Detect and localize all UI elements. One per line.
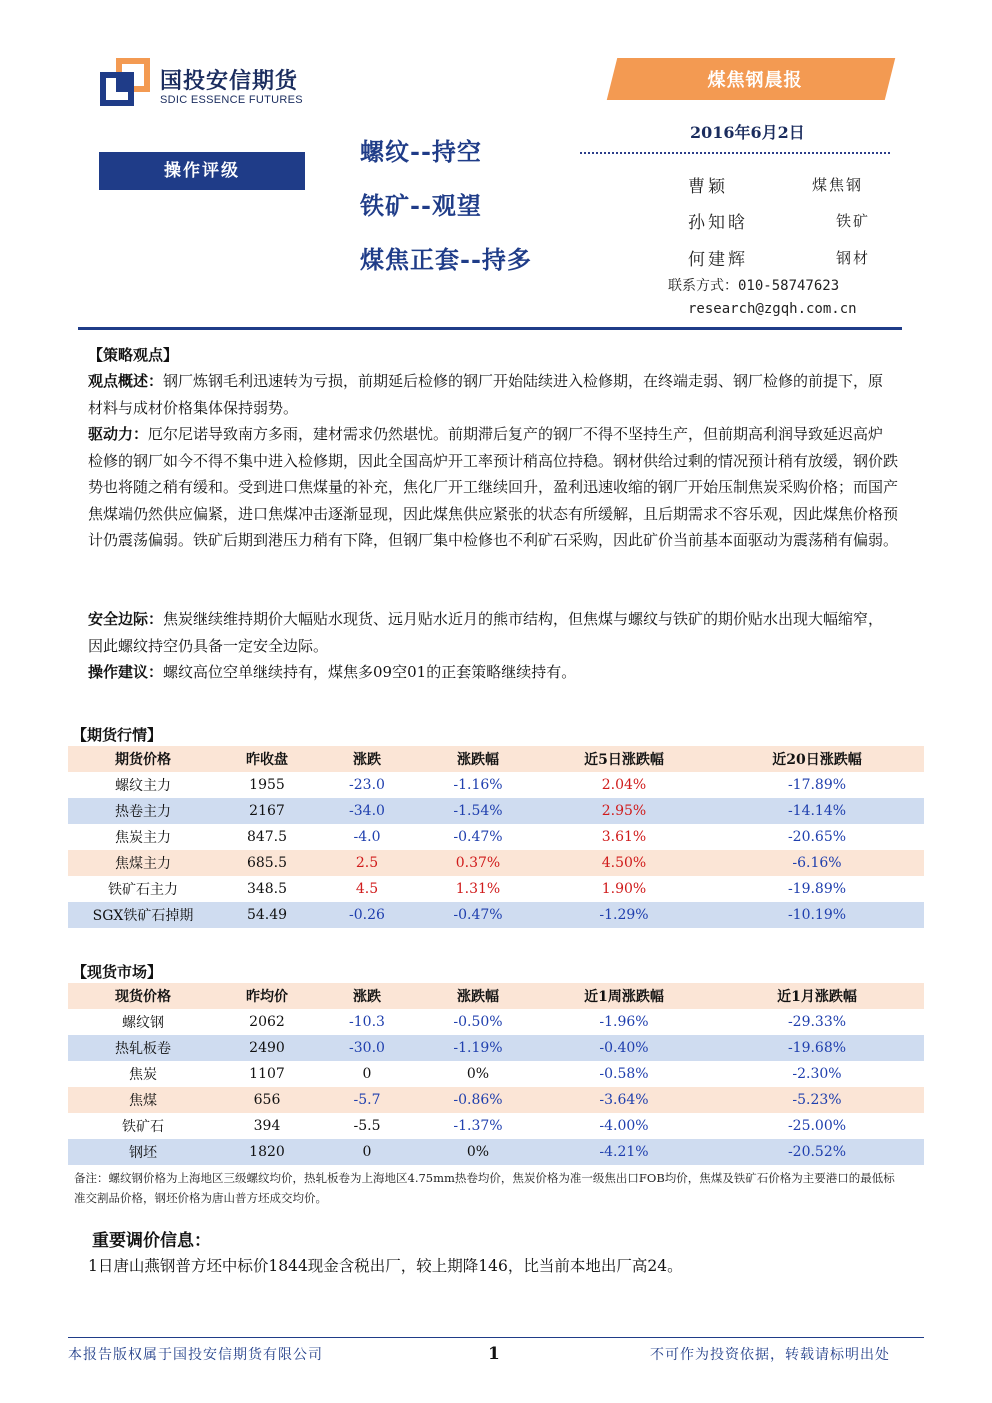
advice-label: 操作建议： [88,663,164,681]
column-header: 涨跌 [353,989,381,1005]
divider [580,152,890,154]
column-header: 现货价格 [115,989,171,1005]
cell-week: -4.21% [599,1144,649,1160]
row-name: 焦炭 [129,1067,157,1083]
row-name: 热卷主力 [115,804,171,820]
advice-paragraph [88,659,898,686]
overview-paragraph [88,368,898,421]
row-name: 焦煤主力 [115,856,171,872]
rating-label: 操作评级 [99,152,305,190]
row-name: 螺纹钢 [122,1015,164,1031]
cell-change: 0 [362,1144,372,1160]
cell-pct: -0.47% [453,907,503,923]
table-header [68,746,924,772]
driver-paragraph [88,421,898,554]
cell-5d: 2.04% [601,777,647,793]
cell-close: 1955 [249,777,285,793]
column-header: 近1月涨跌幅 [777,989,857,1005]
row-name: 热轧板卷 [115,1041,171,1057]
cell-month: -29.33% [787,1014,847,1030]
cell-20d: -14.14% [787,803,847,819]
cell-week: -4.00% [599,1118,649,1134]
column-header: 昨均价 [246,989,288,1005]
cell-close: 2062 [249,1014,285,1030]
cell-change: -23.0 [349,777,385,793]
cell-pct: -0.86% [453,1092,503,1108]
cell-change: 2.5 [355,855,379,871]
page-number: 1 [488,1344,500,1364]
price-info-title: 重要调价信息： [92,1231,211,1251]
driver-text: 厄尔尼诺导致南方多雨，建材需求仍然堪忧。前期滞后复产的钢厂不得不坚持生产，但前期高利润导致延迟高炉检修的钢厂如今不得不集中进入检修期，因此全国高炉开工率预计稍高位持稳。钢材供给过剩的情况预计稍有放缓，钢价跌势也将随之稍有缓和。受到进口焦煤量的补充，焦化厂开工继续回升，盈利迅速收缩的钢厂开始压制焦炭采购价格；而国产焦煤端仍然供应偏紧，进口焦煤冲击逐渐显现，因此煤焦供应紧张的状态有所缓解，且后期需求不容乐观，因此煤焦价格预计仍震荡偏弱。铁矿后期到港压力稍有下降，但钢厂集中检修也不利矿石采购，因此矿价当前基本面驱动为震荡稍有偏弱。 [88,425,899,549]
cell-month: -20.52% [787,1144,847,1160]
advice-text: 螺纹高位空单继续持有，煤焦多09空01的正套策略继续持有。 [163,663,577,681]
spot-title: 【现货市场】 [72,963,163,981]
cell-pct: 0.37% [455,855,501,871]
cell-week: -1.96% [599,1014,649,1030]
brand-name: 国投安信期货 [160,69,299,94]
cell-20d: -6.16% [792,855,842,871]
cell-change: 4.5 [355,881,379,897]
overview-text: 钢厂炼钢毛利迅速转为亏损，前期延后检修的钢厂开始陆续进入检修期，在终端走弱、钢厂检修的前提下，原材料与成材价格集体保持弱势。 [88,372,884,417]
contact-phone: 联系方式：010-58747623 [668,278,840,294]
cell-5d: -1.29% [599,907,649,923]
row-name: 钢坯 [129,1145,157,1161]
report-title: 煤焦钢晨报 [707,70,803,91]
table-row [68,1113,924,1139]
row-name: 焦炭主力 [115,830,171,846]
author-field: 钢材 [836,249,871,267]
rating-line: 铁矿--观望 [360,191,482,220]
table-note: 备注：螺纹钢价格为上海地区三级螺纹均价，热轧板卷为上海地区4.75mm热卷均价，焦炭价格为准一级焦出口FOB均价，焦煤及铁矿石价格为主要港口的最低标准交割品价格，钢坯价格为唐山普方坯成交均价。 [74,1171,895,1205]
table-row [68,902,924,928]
cell-month: -2.30% [792,1066,842,1082]
cell-week: -0.58% [599,1066,649,1082]
cell-change: -5.7 [353,1092,381,1108]
cell-pct: -0.50% [453,1014,503,1030]
cell-5d: 1.90% [601,881,647,897]
row-name: SGX铁矿石掉期 [92,908,194,924]
cell-20d: -20.65% [787,829,847,845]
cell-change: -0.26 [349,907,385,923]
rating-line: 煤焦正套--持多 [360,245,532,274]
header-rule [78,327,902,330]
column-header: 涨跌 [353,752,381,768]
cell-close: 2167 [249,803,285,819]
cell-close: 1820 [249,1144,285,1160]
report-date: 2016年6月2日 [690,123,805,142]
table-row [68,1009,924,1035]
cell-20d: -17.89% [787,777,847,793]
spot-table [68,983,924,1165]
table-row [68,1035,924,1061]
cell-20d: -19.89% [787,881,847,897]
table-row [68,1139,924,1165]
cell-close: 54.49 [246,907,288,923]
row-name: 螺纹主力 [115,778,171,794]
cell-5d: 2.95% [601,803,647,819]
table-row [68,1061,924,1087]
cell-close: 847.5 [246,829,288,845]
footer-disclaimer: 不可作为投资依据，转载请标明出处 [650,1347,890,1363]
cell-pct: 0% [466,1066,490,1082]
table-header [68,983,924,1009]
cell-pct: 1.31% [455,881,501,897]
cell-close: 348.5 [246,881,288,897]
column-header: 昨收盘 [246,752,288,768]
cell-close: 656 [253,1092,281,1108]
cell-pct: 0% [466,1144,490,1160]
cell-close: 1107 [249,1066,285,1082]
cell-change: 0 [362,1066,372,1082]
cell-close: 394 [253,1118,281,1134]
column-header: 近1周涨跌幅 [584,989,664,1005]
table-row [68,824,924,850]
cell-week: -0.40% [599,1040,649,1056]
futures-table [68,746,924,928]
column-header: 涨跌幅 [457,752,499,768]
author-name: 何建辉 [688,250,748,270]
footer-divider [68,1337,924,1338]
cell-month: -5.23% [792,1092,842,1108]
cell-change: -10.3 [349,1014,385,1030]
column-header: 期货价格 [115,752,171,768]
cell-close: 2490 [249,1040,285,1056]
cell-pct: -1.37% [453,1118,503,1134]
author-field: 铁矿 [836,212,871,230]
cell-close: 685.5 [246,855,288,871]
table-row [68,1087,924,1113]
author-field: 煤焦钢 [812,176,864,194]
contact-email[interactable]: research@zgqh.com.cn [688,301,857,317]
table-row [68,876,924,902]
logo-icon [100,58,150,106]
cell-month: -19.68% [787,1040,847,1056]
author-name: 孙知晗 [688,213,748,233]
row-name: 铁矿石 [122,1119,164,1135]
author-name: 曹颖 [688,177,728,197]
driver-label: 驱动力： [88,425,149,443]
overview-label: 观点概述： [88,372,164,390]
cell-5d: 4.50% [601,855,647,871]
cell-20d: -10.19% [787,907,847,923]
table-row [68,772,924,798]
cell-change: -4.0 [353,829,381,845]
cell-pct: -1.54% [453,803,503,819]
brand-name-en: SDIC ESSENCE FUTURES [160,94,303,106]
price-info-text: 1日唐山燕钢普方坯中标价1844现金含税出厂，较上期降146，比当前本地出厂高24。 [88,1257,683,1275]
cell-week: -3.64% [599,1092,649,1108]
rating-line: 螺纹--持空 [360,137,482,166]
table-row [68,798,924,824]
futures-title: 【期货行情】 [72,726,163,744]
row-name: 焦煤 [129,1093,157,1109]
column-header: 近20日涨跌幅 [772,752,862,768]
cell-pct: -1.19% [453,1040,503,1056]
column-header: 近5日涨跌幅 [584,752,664,768]
cell-month: -25.00% [787,1118,847,1134]
cell-change: -5.5 [353,1118,381,1134]
cell-pct: -1.16% [453,777,503,793]
footer-copyright: 本报告版权属于国投安信期货有限公司 [68,1347,323,1363]
cell-change: -30.0 [349,1040,385,1056]
safety-text: 焦炭继续维持期价大幅贴水现货、远月贴水近月的熊市结构，但焦煤与螺纹与铁矿的期价贴水出现大幅缩窄，因此螺纹持空仍具备一定安全边际。 [88,610,884,655]
cell-5d: 3.61% [601,829,647,845]
column-header: 涨跌幅 [457,989,499,1005]
row-name: 铁矿石主力 [108,882,178,898]
safety-paragraph [88,606,898,659]
strategy-title: 【策略观点】 [88,346,179,364]
safety-label: 安全边际： [88,610,164,628]
table-row [68,850,924,876]
cell-change: -34.0 [349,803,385,819]
cell-pct: -0.47% [453,829,503,845]
